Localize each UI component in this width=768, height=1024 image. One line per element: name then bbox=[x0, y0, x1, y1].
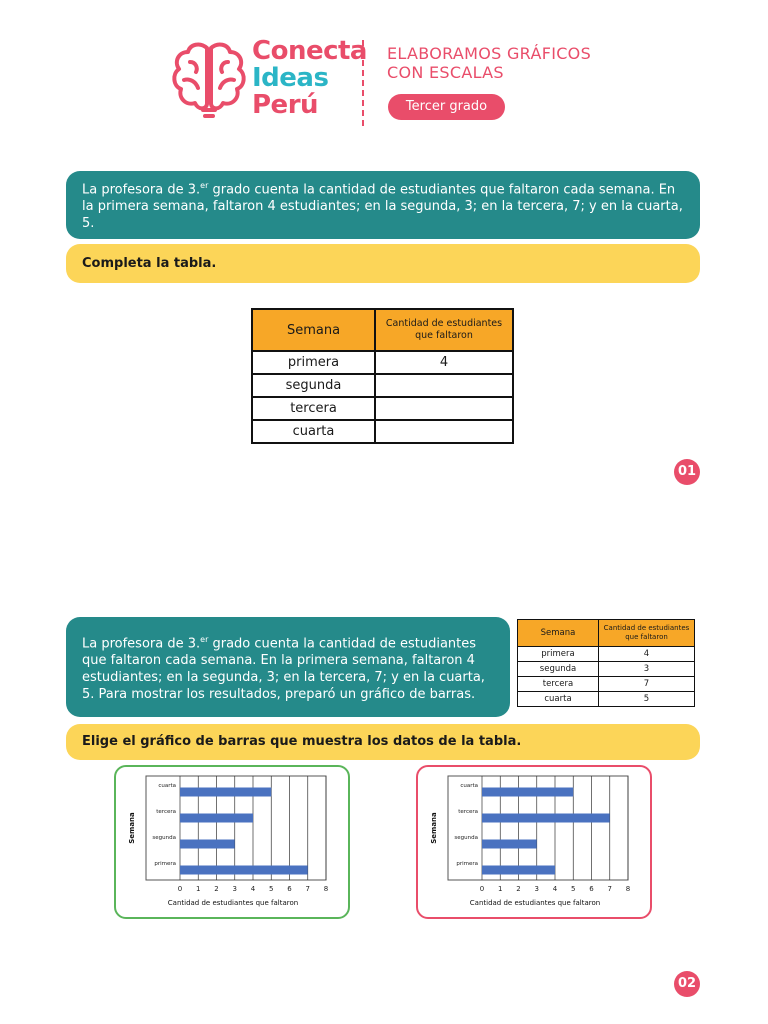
bar bbox=[482, 866, 555, 875]
count-cell: 4 bbox=[599, 647, 695, 662]
page-title bbox=[387, 44, 591, 82]
table-header-row bbox=[518, 620, 695, 647]
count-cell[interactable] bbox=[375, 420, 513, 443]
x-tick-label: 8 bbox=[625, 885, 631, 893]
x-axis-label: Cantidad de estudiantes que faltaron bbox=[167, 899, 299, 907]
chart-option-a[interactable] bbox=[114, 765, 350, 919]
count-cell: 3 bbox=[599, 662, 695, 677]
week-cell: tercera bbox=[518, 677, 599, 692]
y-axis-label: Semana bbox=[430, 812, 438, 844]
table-header-week: Semana bbox=[518, 620, 599, 647]
instruction-2: Elige el gráfico de barras que muestra los datos de la tabla. bbox=[66, 724, 700, 760]
y-tick-label: primera bbox=[456, 861, 478, 867]
count-cell[interactable] bbox=[375, 374, 513, 397]
page-title-line-2: CON ESCALAS bbox=[387, 63, 504, 82]
brain-logo-icon bbox=[170, 40, 248, 122]
table-row bbox=[518, 677, 695, 692]
x-tick-label: 5 bbox=[571, 885, 576, 893]
week-cell: primera bbox=[252, 351, 375, 374]
table-header-count: Cantidad de estudiantes que faltaron bbox=[375, 309, 513, 351]
y-tick-label: cuarta bbox=[158, 783, 176, 789]
bar bbox=[482, 814, 610, 823]
logo-line-1: Conecta bbox=[252, 36, 367, 66]
count-cell: 7 bbox=[599, 677, 695, 692]
x-tick-label: 3 bbox=[534, 885, 539, 893]
bar bbox=[482, 788, 573, 797]
x-tick-label: 0 bbox=[177, 885, 183, 893]
x-axis-label: Cantidad de estudiantes que faltaron bbox=[469, 899, 601, 907]
x-tick-label: 4 bbox=[552, 885, 558, 893]
x-tick-label: 2 bbox=[516, 885, 521, 893]
week-cell: primera bbox=[518, 647, 599, 662]
problem-1-text-start: La profesora de 3. bbox=[82, 182, 201, 198]
y-tick-label: tercera bbox=[156, 809, 176, 815]
problem-2-text-start: La profesora de 3. bbox=[82, 636, 201, 652]
absence-table-empty bbox=[251, 308, 514, 444]
table-row bbox=[252, 374, 513, 397]
y-axis-label: Semana bbox=[128, 812, 136, 844]
logo-line-2: Ideas bbox=[252, 63, 329, 93]
table-row bbox=[252, 351, 513, 374]
count-cell[interactable] bbox=[375, 397, 513, 420]
chart-option-b[interactable] bbox=[416, 765, 652, 919]
x-tick-label: 0 bbox=[479, 885, 485, 893]
brand-logo-text bbox=[252, 38, 367, 119]
week-cell: cuarta bbox=[518, 692, 599, 707]
bar bbox=[180, 814, 253, 823]
week-cell: segunda bbox=[252, 374, 375, 397]
problem-1-ordinal: er bbox=[200, 181, 209, 190]
grade-badge: Tercer grado bbox=[388, 94, 505, 120]
table-header-count: Cantidad de estudiantes que faltaron bbox=[599, 620, 695, 647]
page-number-badge-2: 02 bbox=[674, 971, 700, 997]
bar bbox=[180, 866, 308, 875]
absence-table-filled bbox=[517, 619, 695, 707]
x-tick-label: 4 bbox=[250, 885, 256, 893]
x-tick-label: 7 bbox=[607, 885, 612, 893]
bar bbox=[180, 840, 235, 849]
table-row bbox=[252, 397, 513, 420]
problem-1-text-end: grado cuenta la cantidad de estudiantes que faltaron cada semana. En la primera semana, faltaron 4 estudiantes; en la segunda, 3; en la tercera, 7; y en la cuarta, 5. bbox=[82, 182, 683, 232]
y-tick-label: segunda bbox=[152, 835, 176, 841]
x-tick-label: 6 bbox=[287, 885, 292, 893]
page-title-line-1: ELABORAMOS GRÁFICOS bbox=[387, 44, 592, 63]
y-tick-label: segunda bbox=[454, 835, 478, 841]
x-tick-label: 5 bbox=[269, 885, 274, 893]
logo-line-3: Perú bbox=[252, 90, 319, 120]
table-row bbox=[518, 662, 695, 677]
problem-statement-2 bbox=[66, 617, 510, 717]
header-divider bbox=[362, 40, 364, 126]
bar-chart-a bbox=[116, 767, 348, 917]
x-tick-label: 7 bbox=[305, 885, 310, 893]
page-number-badge-1: 01 bbox=[674, 459, 700, 485]
table-header-row bbox=[252, 309, 513, 351]
bar-chart-b bbox=[418, 767, 650, 917]
table-row bbox=[252, 420, 513, 443]
table-row bbox=[518, 647, 695, 662]
x-tick-label: 1 bbox=[196, 885, 201, 893]
y-tick-label: tercera bbox=[458, 809, 478, 815]
week-cell: cuarta bbox=[252, 420, 375, 443]
problem-statement-1 bbox=[66, 171, 700, 239]
problem-2-text-end: grado cuenta la cantidad de estudiantes que faltaron cada semana. En la primera semana, faltaron 4 estudiantes; en la segunda, 3; en la tercera, 7; y en la cuarta, 5. Para mostrar los resultados, preparó un gráfico de barras. bbox=[82, 636, 485, 703]
count-cell: 5 bbox=[599, 692, 695, 707]
count-cell[interactable]: 4 bbox=[375, 351, 513, 374]
bar bbox=[180, 788, 271, 797]
x-tick-label: 2 bbox=[214, 885, 219, 893]
x-tick-label: 3 bbox=[232, 885, 237, 893]
instruction-1: Completa la tabla. bbox=[66, 244, 700, 283]
week-cell: tercera bbox=[252, 397, 375, 420]
table-row bbox=[518, 692, 695, 707]
x-tick-label: 6 bbox=[589, 885, 594, 893]
table-header-week: Semana bbox=[252, 309, 375, 351]
week-cell: segunda bbox=[518, 662, 599, 677]
y-tick-label: cuarta bbox=[460, 783, 478, 789]
x-tick-label: 8 bbox=[323, 885, 329, 893]
bar bbox=[482, 840, 537, 849]
y-tick-label: primera bbox=[154, 861, 176, 867]
problem-2-ordinal: er bbox=[200, 635, 209, 644]
x-tick-label: 1 bbox=[498, 885, 503, 893]
